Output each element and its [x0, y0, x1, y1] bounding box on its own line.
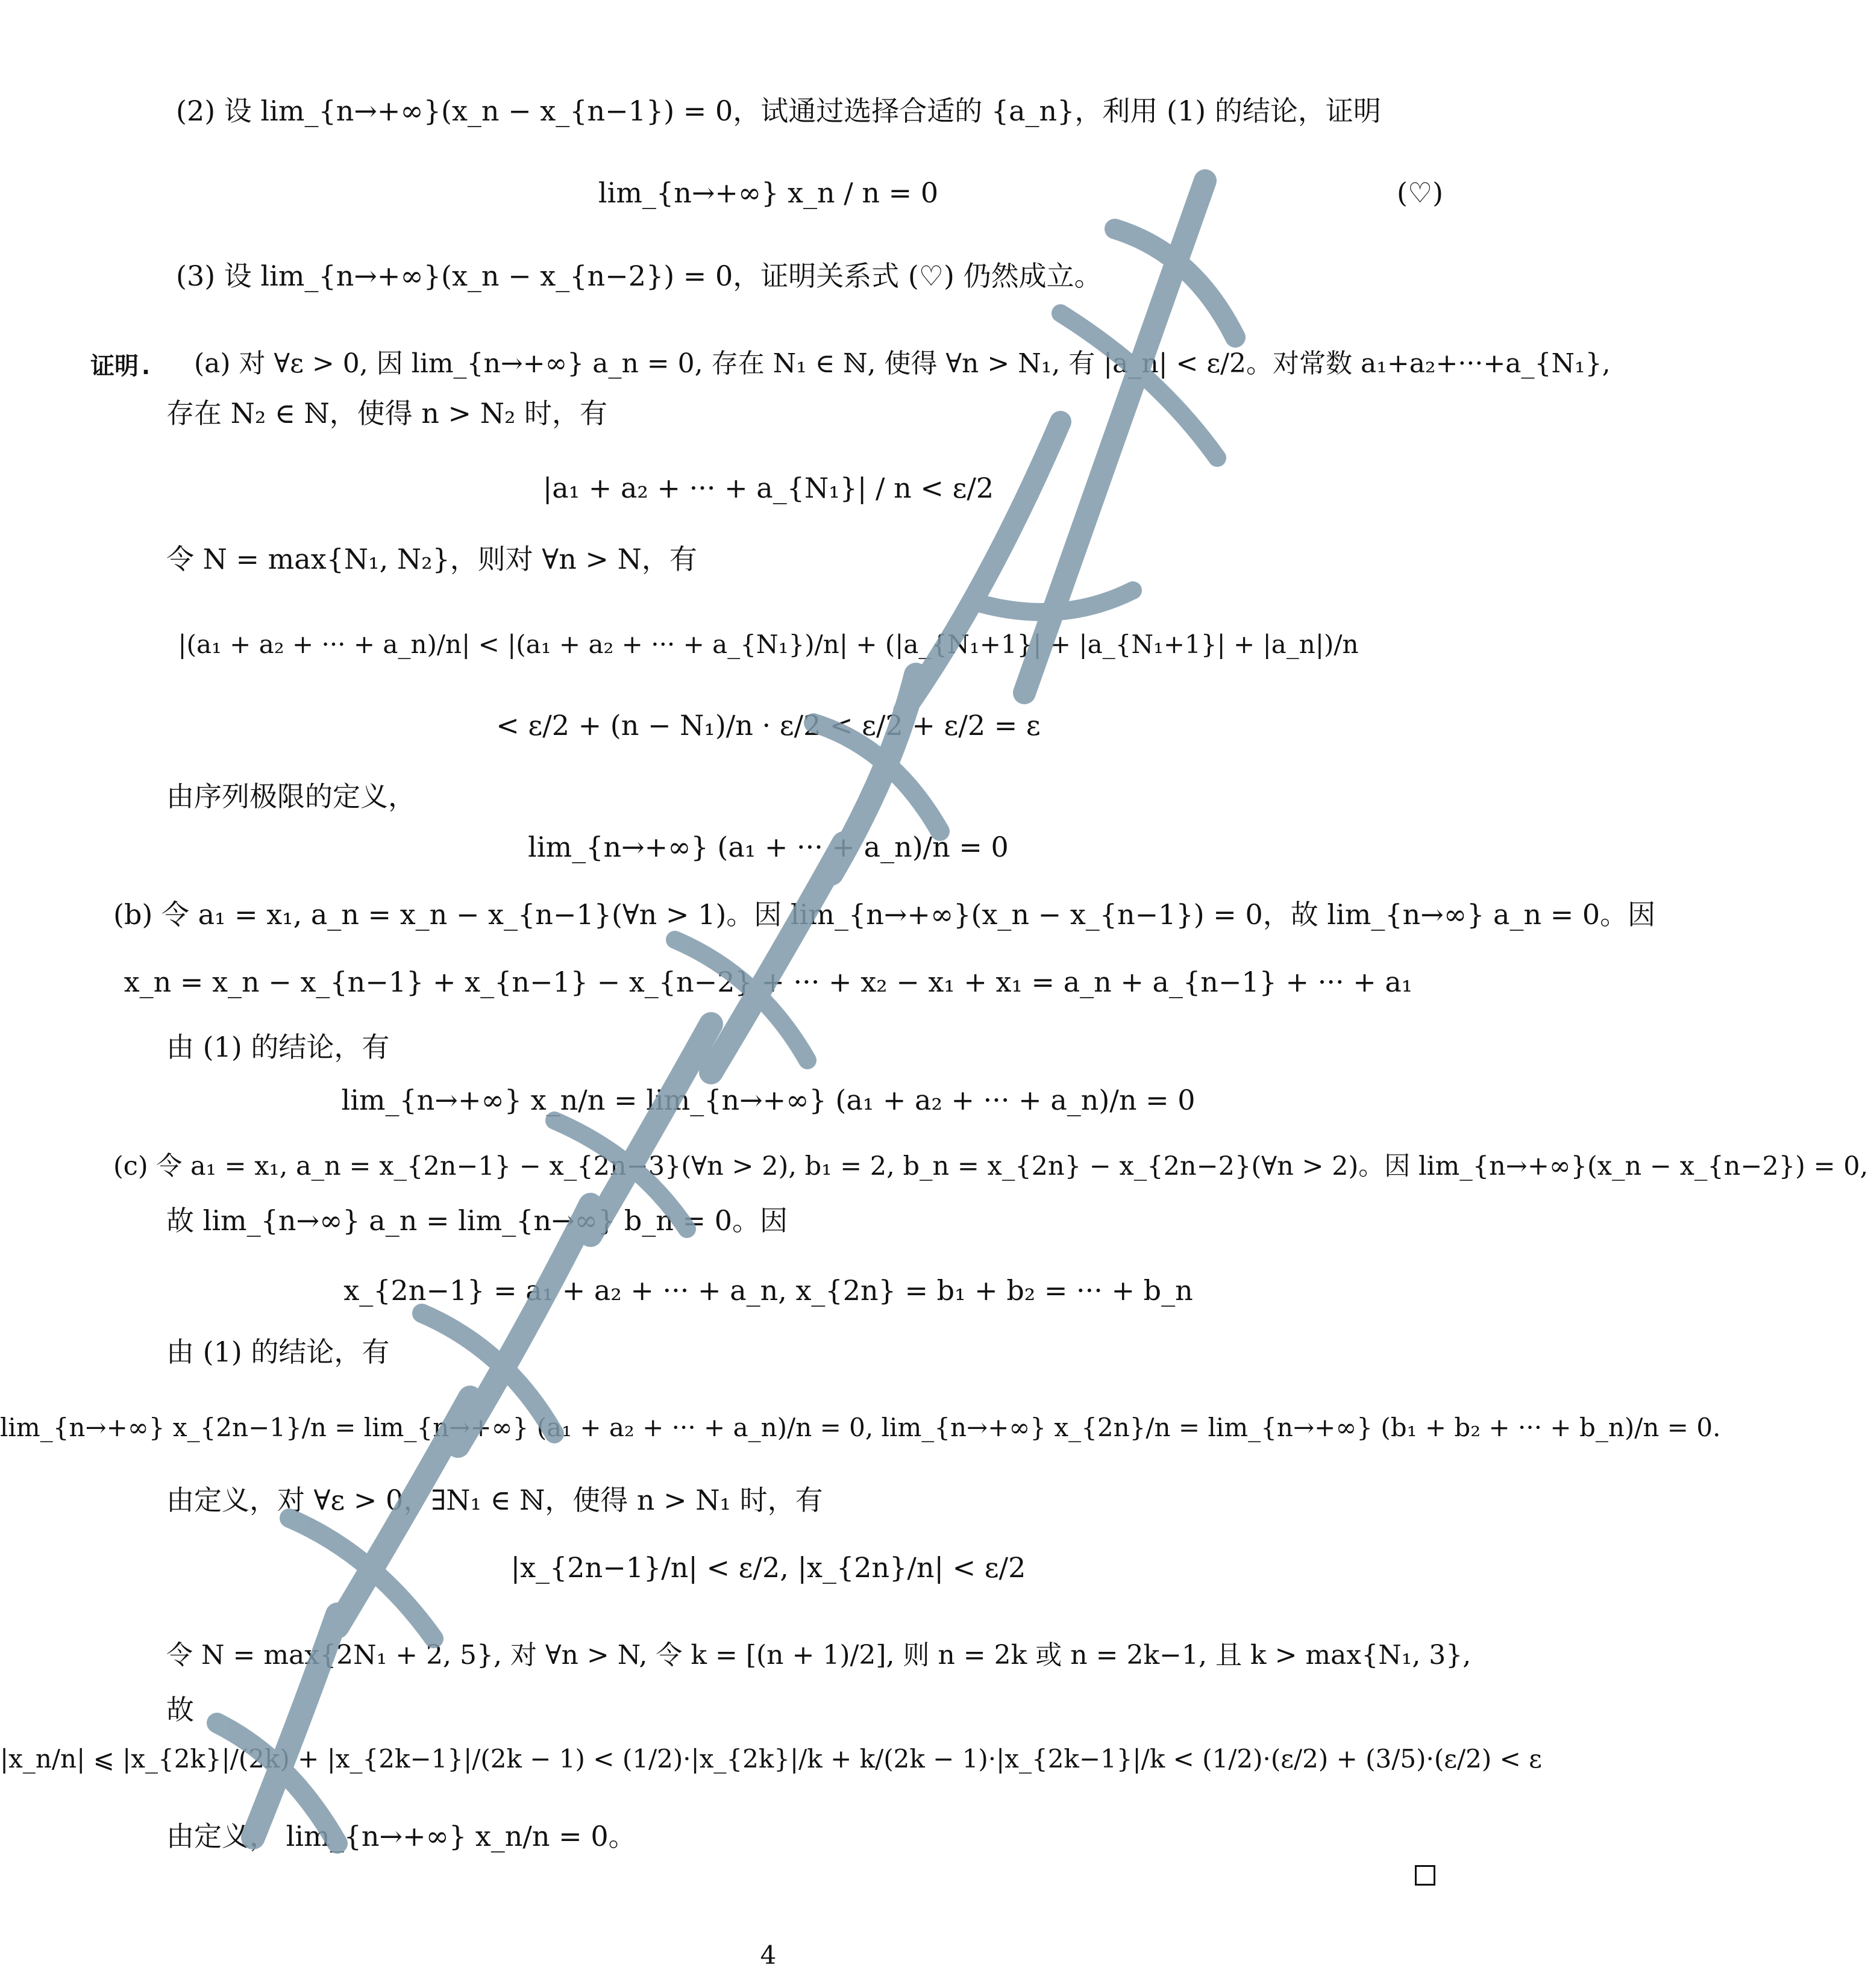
part-c-estimate: |x_n/n| ⩽ |x_{2k}|/(2k) + |x_{2k−1}|/(2k − 1) < (1/2)·|x_{2k}|/k + k/(2k − 1)·|x_{2k−1}|/k < (1/2)·(ε/2) + (3/5)·(ε/2) < ε [0, 1744, 1542, 1774]
part-c-conclusion: 由定义， lim_{n→+∞} x_n/n = 0。 [166, 1820, 636, 1852]
proof-label: 证明. [90, 352, 154, 380]
part-c-line-5: 令 N = max{2N₁ + 2, 5}, 对 ∀n > N, 令 k = [(n + 1)/2], 则 n = 2k 或 n = 2k−1, 且 k > max{N₁, 3}, [166, 1640, 1472, 1671]
problem-3-statement: (3) 设 lim_{n→+∞}(x_n − x_{n−2}) = 0，证明关系式 (♡) 仍然成立。 [176, 260, 1102, 292]
part-c-line-3: 由 (1) 的结论，有 [166, 1336, 390, 1368]
problem-2-statement: (2) 设 lim_{n→+∞}(x_n − x_{n−1}) = 0，试通过选择合适的 {a_n}，利用 (1) 的结论，证明 [176, 95, 1381, 127]
part-a-line-4: 由序列极限的定义， [166, 780, 416, 813]
equation-tag: (♡) [1397, 177, 1444, 209]
part-c-line-2: 故 lim_{n→∞} a_n = lim_{n→∞} b_n = 0。因 [166, 1204, 788, 1237]
part-c-limits: lim_{n→+∞} x_{2n−1}/n = lim_{n→+∞} (a₁ + a₂ + ··· + a_n)/n = 0, lim_{n→+∞} x_{2n}/n = lim_{n→+∞} (b₁ + b₂ + ··· + b_n)/n = 0. [0, 1413, 1721, 1442]
part-a-line-2: 存在 N₂ ∈ ℕ，使得 n > N₂ 时，有 [166, 397, 608, 430]
part-a-inequality-1: |a₁ + a₂ + ··· + a_{N₁}| / n < ε/2 [542, 472, 994, 504]
page-number: 4 [760, 1940, 777, 1970]
part-b-telescoping: x_n = x_n − x_{n−1} + x_{n−1} − x_{n−2} + ··· + x₂ − x₁ + x₁ = a_n + a_{n−1} + ··· + a₁ [124, 966, 1413, 998]
part-c-line-4: 由定义，对 ∀ε > 0，∃N₁ ∈ ℕ，使得 n > N₁ 时，有 [166, 1484, 823, 1516]
equation-heart: lim_{n→+∞} x_n / n = 0 [598, 177, 939, 209]
part-c-line-6: 故 [166, 1693, 194, 1726]
part-b-line-2: 由 (1) 的结论，有 [166, 1031, 390, 1063]
part-b-line-1: (b) 令 a₁ = x₁, a_n = x_n − x_{n−1}(∀n > 1)。因 lim_{n→+∞}(x_n − x_{n−1}) = 0，故 lim_{n→∞} a_n = 0。因 [113, 898, 1656, 931]
part-c-line-1: (c) 令 a₁ = x₁, a_n = x_{2n−1} − x_{2n−3}(∀n > 2), b₁ = 2, b_n = x_{2n} − x_{2n−2}(∀n > 2)。因 lim_{n→+∞}(x_n − x_{n−2}) = 0, [113, 1151, 1868, 1181]
part-a-inequality-3: < ε/2 + (n − N₁)/n · ε/2 < ε/2 + ε/2 = ε [496, 709, 1041, 742]
part-c-sums: x_{2n−1} = a₁ + a₂ + ··· + a_n, x_{2n} = b₁ + b₂ = ··· + b_n [343, 1274, 1193, 1307]
part-c-bounds: |x_{2n−1}/n| < ε/2, |x_{2n}/n| < ε/2 [510, 1551, 1026, 1584]
part-a-line-1: (a) 对 ∀ε > 0, 因 lim_{n→+∞} a_n = 0, 存在 N₁ ∈ ℕ, 使得 ∀n > N₁, 有 |a_n| < ε/2。对常数 a₁+a₂+···+a_{N₁}, [194, 348, 1611, 379]
qed-square [1415, 1865, 1435, 1886]
part-a-line-3: 令 N = max{N₁, N₂}，则对 ∀n > N，有 [166, 543, 697, 575]
part-a-inequality-2: |(a₁ + a₂ + ··· + a_n)/n| < |(a₁ + a₂ + ··· + a_{N₁})/n| + (|a_{N₁+1}| + |a_{N₁+1}| + |a_n|)/n [178, 630, 1359, 659]
part-b-conclusion: lim_{n→+∞} x_n/n = lim_{n→+∞} (a₁ + a₂ + ··· + a_n)/n = 0 [341, 1084, 1196, 1116]
part-a-conclusion: lim_{n→+∞} (a₁ + ··· + a_n)/n = 0 [528, 831, 1009, 863]
